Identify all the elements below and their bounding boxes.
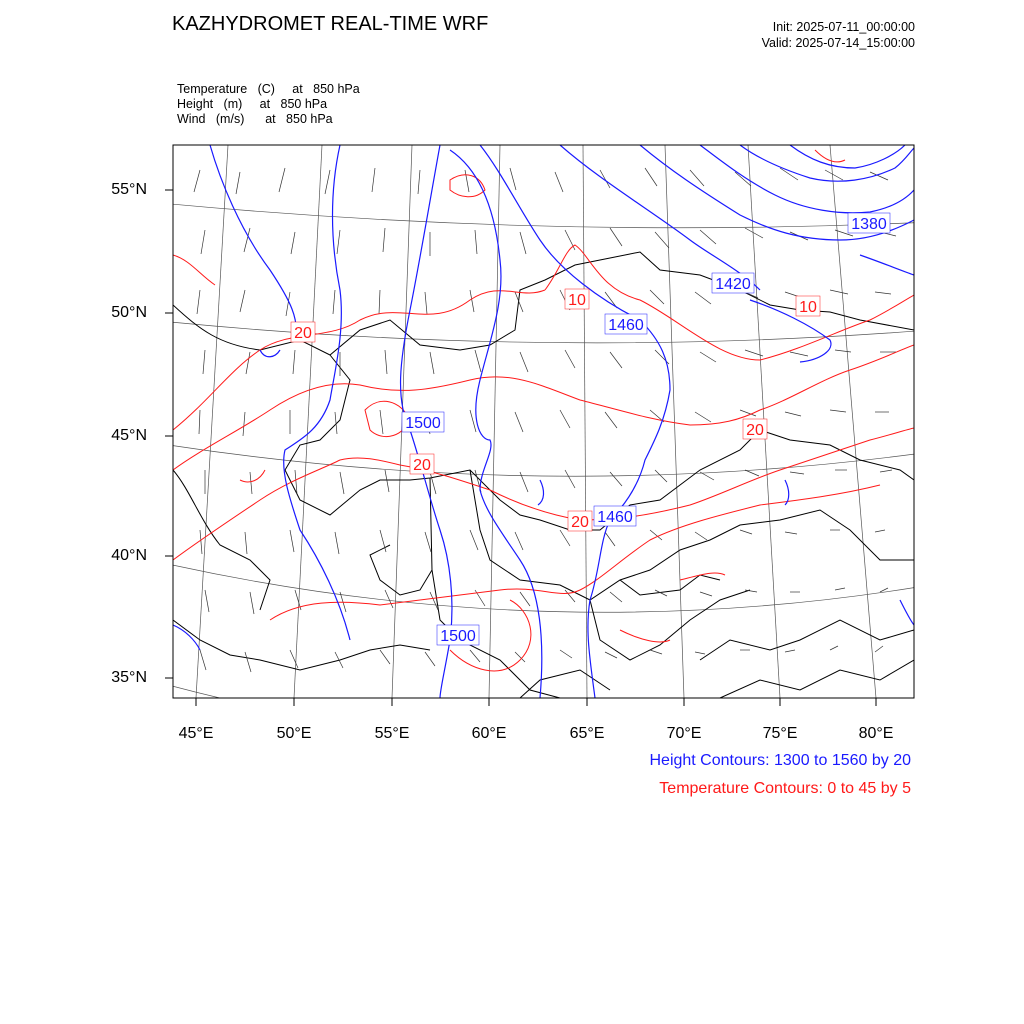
init-time: Init: 2025-07-11_00:00:00 bbox=[772, 20, 915, 34]
temp-label-10-east: 10 bbox=[799, 299, 817, 316]
graticule-meridians bbox=[196, 145, 876, 698]
temp-label-20-west: 20 bbox=[294, 325, 312, 342]
height-contours-legend: Height Contours: 1300 to 1560 by 20 bbox=[649, 752, 911, 769]
lon-label-75e: 75°E bbox=[762, 725, 798, 742]
lat-label-40n: 40°N bbox=[111, 547, 147, 564]
valid-time: Valid: 2025-07-14_15:00:00 bbox=[761, 36, 915, 50]
lat-label-35n: 35°N bbox=[111, 669, 147, 686]
lat-label-55n: 55°N bbox=[111, 181, 147, 198]
height-label-1460-north: 1460 bbox=[608, 317, 644, 334]
lon-label-60e: 60°E bbox=[471, 725, 507, 742]
lat-label-45n: 45°N bbox=[111, 427, 147, 444]
height-label-1380: 1380 bbox=[851, 216, 887, 233]
plot-frame bbox=[173, 145, 914, 698]
temp-label-10-north: 10 bbox=[568, 292, 586, 309]
field-wind-label: Wind (m/s) at 850 hPa bbox=[177, 112, 333, 126]
temperature-contours bbox=[173, 150, 914, 671]
field-height-label: Height (m) at 850 hPa bbox=[177, 97, 328, 111]
temp-label-20-east: 20 bbox=[746, 422, 764, 439]
lon-label-70e: 70°E bbox=[666, 725, 702, 742]
height-label-1460-south: 1460 bbox=[597, 509, 633, 526]
lon-label-80e: 80°E bbox=[858, 725, 894, 742]
height-label-1420: 1420 bbox=[715, 276, 751, 293]
height-contours bbox=[173, 145, 914, 698]
map-title: KAZHYDROMET REAL-TIME WRF bbox=[172, 13, 489, 35]
axis-ticks bbox=[165, 190, 876, 706]
lon-label-65e: 65°E bbox=[569, 725, 605, 742]
lon-label-55e: 55°E bbox=[374, 725, 410, 742]
lat-label-50n: 50°N bbox=[111, 304, 147, 321]
field-temperature-label: Temperature (C) at 850 hPa bbox=[177, 82, 360, 96]
lon-label-50e: 50°E bbox=[276, 725, 312, 742]
graticule-parallels bbox=[150, 202, 930, 741]
height-label-1500-central: 1500 bbox=[405, 415, 441, 432]
temp-label-20-central: 20 bbox=[413, 457, 431, 474]
height-label-1500-south: 1500 bbox=[440, 628, 476, 645]
temp-label-20-south: 20 bbox=[571, 514, 589, 531]
lon-label-45e: 45°E bbox=[178, 725, 214, 742]
temperature-contours-legend: Temperature Contours: 0 to 45 by 5 bbox=[659, 780, 911, 797]
